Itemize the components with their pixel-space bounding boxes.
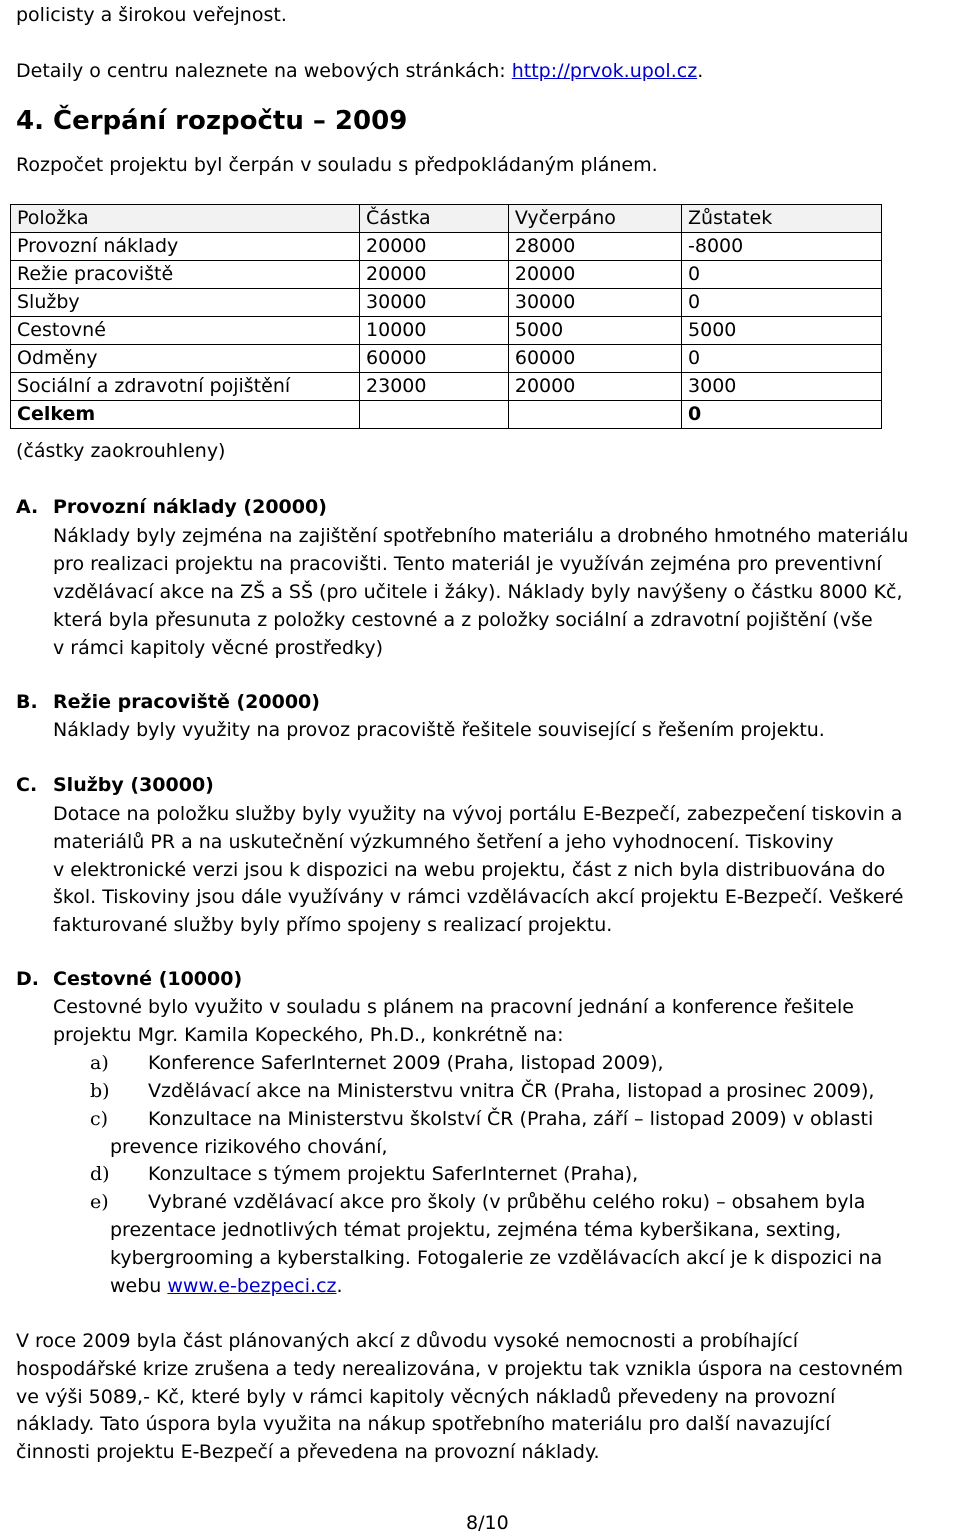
table-cell: Služby — [11, 289, 360, 317]
list-item: Konzultace na Ministerstvu školství ČR (Praha, září – listopad 2009) v oblasti — [148, 1108, 874, 1130]
table-cell: 28000 — [508, 233, 681, 261]
table-cell: 3000 — [682, 373, 882, 401]
table-row — [11, 261, 882, 289]
section-d-title: Cestovné (10000) — [53, 968, 243, 990]
table-cell: 30000 — [360, 289, 509, 317]
list-item: Vybrané vzdělávací akce pro školy (v průběhu celého roku) – obsahem byla — [148, 1191, 866, 1213]
closing-line: činnosti projektu E-Bezpečí a převedena na provozní náklady. — [16, 1441, 600, 1463]
intro-text: policisty a širokou veřejnost. — [16, 4, 287, 26]
header-cell: Zůstatek — [682, 205, 882, 233]
total-value: 0 — [682, 401, 882, 429]
section-b-line: Náklady byly využity na provoz pracoviště řešitele související s řešením projektu. — [53, 719, 825, 741]
table-cell: 30000 — [508, 289, 681, 317]
section-b-title: Režie pracoviště (20000) — [53, 691, 320, 713]
section-a-letter: A. — [16, 496, 39, 518]
centre-website-link[interactable]: http://prvok.upol.cz — [511, 60, 698, 82]
table-cell: -8000 — [682, 233, 882, 261]
list-item-continuation: prezentace jednotlivých témat projektu, zejména téma kyberšikana, sexting, — [110, 1219, 842, 1241]
list-marker: b) — [90, 1080, 110, 1102]
table-cell: 0 — [682, 289, 882, 317]
section-c-letter: C. — [16, 774, 38, 796]
table-row — [11, 317, 882, 345]
section-a-line: vzdělávací akce na ZŠ a SŠ (pro učitele i žáky). Náklady byly navýšeny o částku 8000 Kč, — [53, 581, 903, 603]
section-c-line: Dotace na položku služby byly využity na vývoj portálu E-Bezpečí, zabezpečení tiskovin a — [53, 803, 903, 825]
section-c-line: v elektronické verzi jsou k dispozici na webu projektu, část z nich byla distribuována do — [53, 859, 886, 881]
table-cell: Sociální a zdravotní pojištění — [11, 373, 360, 401]
budget-table — [10, 204, 882, 429]
closing-line: náklady. Tato úspora byla využita na nákup spotřebního materiálu pro další navazující — [16, 1413, 831, 1435]
section-b-letter: B. — [16, 691, 38, 713]
closing-line: ve výši 5089,- Kč, které byly v rámci kapitoly věcných nákladů převedeny na provozní — [16, 1386, 836, 1408]
table-cell: 23000 — [360, 373, 509, 401]
list-marker: a) — [90, 1052, 109, 1074]
list-marker: e) — [90, 1191, 109, 1213]
table-cell: Odměny — [11, 345, 360, 373]
table-cell: 5000 — [682, 317, 882, 345]
table-cell: 10000 — [360, 317, 509, 345]
list-item-continuation: prevence rizikového chování, — [110, 1136, 388, 1158]
details-paragraph — [16, 58, 703, 84]
table-cell: 20000 — [360, 233, 509, 261]
list-item: Vzdělávací akce na Ministerstvu vnitra ČR (Praha, listopad a prosinec 2009), — [148, 1080, 875, 1102]
header-cell: Položka — [11, 205, 360, 233]
table-note: (částky zaokrouhleny) — [16, 440, 226, 462]
list-marker: c) — [90, 1108, 109, 1130]
list-item-continuation: kybergrooming a kyberstalking. Fotogalerie ze vzdělávacích akcí je k dispozici na — [110, 1247, 883, 1269]
page-number: 8/10 — [466, 1512, 509, 1534]
total-label: Celkem — [11, 401, 360, 429]
header-cell: Částka — [360, 205, 509, 233]
closing-line: hospodářské krize zrušena a tedy nerealizována, v projektu tak vznikla úspora na cestovném — [16, 1358, 904, 1380]
list-item-continuation — [110, 1273, 343, 1299]
header-cell: Vyčerpáno — [508, 205, 681, 233]
table-cell: 20000 — [360, 261, 509, 289]
web-prefix: webu — [110, 1275, 168, 1297]
e-bezpeci-link[interactable]: www.e-bezpeci.cz — [167, 1275, 337, 1297]
section-c-title: Služby (30000) — [53, 774, 214, 796]
details-suffix: . — [697, 60, 704, 82]
table-row — [11, 373, 882, 401]
list-item: Konzultace s týmem projektu SaferInternet (Praha), — [148, 1163, 639, 1185]
section-a-title: Provozní náklady (20000) — [53, 496, 327, 518]
list-marker: d) — [90, 1163, 110, 1185]
closing-line: V roce 2009 byla část plánovaných akcí z důvodu vysoké nemocnosti a probíhající — [16, 1330, 799, 1352]
table-cell: 5000 — [508, 317, 681, 345]
section-c-line: škol. Tiskoviny jsou dále využívány v rámci vzdělávacích akcí projektu E-Bezpečí. Veškeré — [53, 886, 904, 908]
table-cell: 20000 — [508, 373, 681, 401]
table-total-row — [11, 401, 882, 429]
section-c-line: fakturované služby byly přímo spojeny s realizací projektu. — [53, 914, 613, 936]
section-d-line: projektu Mgr. Kamila Kopeckého, Ph.D., konkrétně na: — [53, 1024, 564, 1046]
section-heading: 4. Čerpání rozpočtu – 2009 — [16, 106, 408, 136]
section-subtitle: Rozpočet projektu byl čerpán v souladu s předpokládaným plánem. — [16, 154, 658, 176]
table-row — [11, 289, 882, 317]
table-cell — [360, 401, 509, 429]
section-a-line: která byla přesunuta z položky cestovné a z položky sociální a zdravotní pojištění (vše — [53, 609, 873, 631]
section-a-line: v rámci kapitoly věcné prostředky) — [53, 637, 384, 659]
table-cell: 60000 — [508, 345, 681, 373]
details-prefix: Detaily o centru naleznete na webových stránkách: — [16, 60, 512, 82]
table-cell: 60000 — [360, 345, 509, 373]
table-cell: Provozní náklady — [11, 233, 360, 261]
table-cell — [508, 401, 681, 429]
section-d-letter: D. — [16, 968, 39, 990]
web-suffix: . — [336, 1275, 343, 1297]
section-d-line: Cestovné bylo využito v souladu s plánem na pracovní jednání a konference řešitele — [53, 996, 854, 1018]
section-a-line: pro realizaci projektu na pracovišti. Tento materiál je využíván zejména pro preventivní — [53, 553, 882, 575]
section-a-line: Náklady byly zejména na zajištění spotřebního materiálu a drobného hmotného materiálu — [53, 525, 909, 547]
table-row — [11, 233, 882, 261]
table-cell: 0 — [682, 345, 882, 373]
table-cell: Cestovné — [11, 317, 360, 345]
list-item: Konference SaferInternet 2009 (Praha, listopad 2009), — [148, 1052, 664, 1074]
table-cell: Režie pracoviště — [11, 261, 360, 289]
table-cell: 20000 — [508, 261, 681, 289]
table-header-row — [11, 205, 882, 233]
table-row — [11, 345, 882, 373]
table-cell: 0 — [682, 261, 882, 289]
section-c-line: materiálů PR a na uskutečnění výzkumného šetření a jeho vyhodnocení. Tiskoviny — [53, 831, 834, 853]
